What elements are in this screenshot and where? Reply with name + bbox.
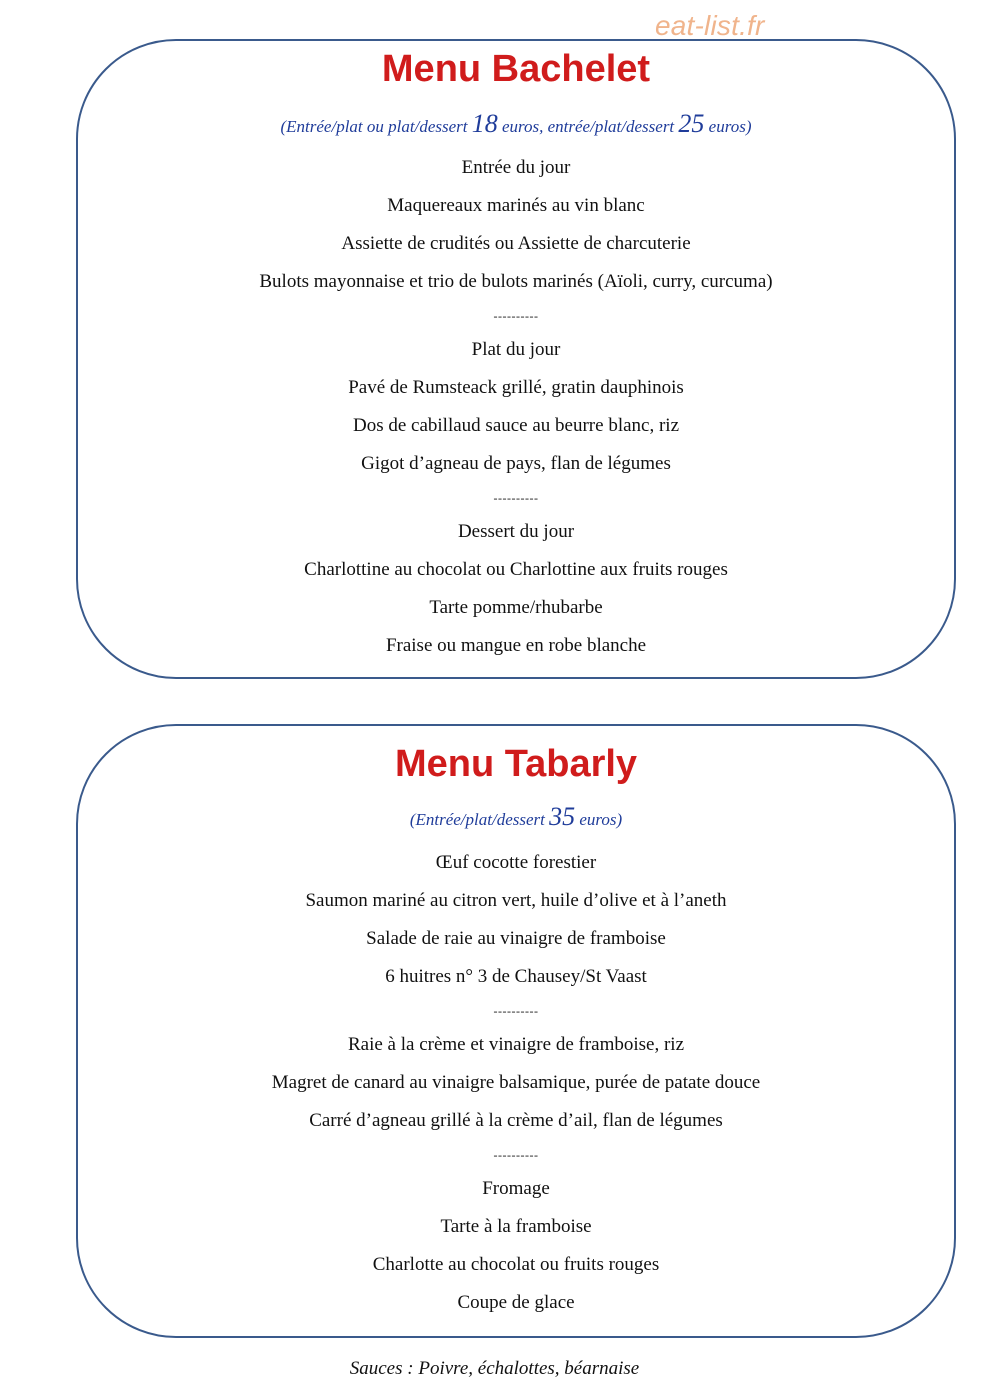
section-separator: ----------	[493, 309, 539, 323]
menu-card-tabarly	[76, 724, 956, 1338]
menu-item: Fraise ou mangue en robe blanche	[385, 635, 647, 656]
menu-item: Pavé de Rumsteack grillé, gratin dauphinois	[348, 377, 684, 398]
price-value: 25	[678, 109, 705, 138]
menu-item: Bulots mayonnaise et trio de bulots marinés (Aïoli, curry, curcuma)	[259, 271, 773, 292]
price-value: 35	[549, 802, 576, 831]
menu-item: Assiette de crudités ou Assiette de charcuterie	[341, 233, 691, 254]
menu-item: Saumon mariné au citron vert, huile d’olive et à l’aneth	[305, 890, 727, 911]
menu-item: Charlottine au chocolat ou Charlottine aux fruits rouges	[304, 559, 728, 580]
menu-item: Fromage	[482, 1178, 550, 1199]
menu-item: Dos de cabillaud sauce au beurre blanc, riz	[352, 415, 679, 436]
sauces-note: Sauces : Poivre, échalottes, béarnaise	[349, 1358, 640, 1379]
price-text: (Entrée/plat ou plat/dessert	[280, 117, 472, 136]
price-line	[78, 109, 954, 142]
menu-item: Tarte pomme/rhubarbe	[429, 597, 603, 618]
menu-item: Raie à la crème et vinaigre de framboise, riz	[347, 1034, 685, 1055]
menu-item: Maquereaux marinés au vin blanc	[387, 195, 645, 216]
menu-item: Magret de canard au vinaigre balsamique, purée de patate douce	[271, 1072, 761, 1093]
price-text: (Entrée/plat/dessert	[409, 810, 550, 829]
menu-item: 6 huitres n° 3 de Chausey/St Vaast	[385, 966, 647, 987]
section-separator: ----------	[493, 491, 539, 505]
menu-items-list	[78, 149, 954, 665]
menu-items-list	[78, 844, 954, 1322]
menu-title: Menu Bachelet	[381, 48, 651, 90]
menu-item: Coupe de glace	[457, 1292, 575, 1313]
menu-item: Salade de raie au vinaigre de framboise	[366, 928, 666, 949]
price-value: 18	[471, 109, 498, 138]
menu-item: Entrée du jour	[461, 157, 571, 178]
watermark-text: eat-list.fr	[655, 10, 765, 41]
price-text: euros)	[704, 117, 752, 136]
menu-title: Menu Tabarly	[394, 743, 638, 785]
menu-item: Œuf cocotte forestier	[435, 852, 597, 873]
section-separator: ----------	[493, 1148, 539, 1162]
menu-item: Tarte à la framboise	[440, 1216, 592, 1237]
menu-item: Plat du jour	[471, 339, 561, 360]
menu-item: Gigot d’agneau de pays, flan de légumes	[361, 453, 671, 474]
menu-card-bachelet	[76, 39, 956, 679]
price-line	[78, 802, 954, 835]
menu-item: Charlotte au chocolat ou fruits rouges	[372, 1254, 660, 1275]
price-text: euros, entrée/plat/dessert	[497, 117, 679, 136]
price-text: euros)	[575, 810, 623, 829]
section-separator: ----------	[493, 1004, 539, 1018]
menu-item: Dessert du jour	[457, 521, 575, 542]
menu-item: Carré d’agneau grillé à la crème d’ail, flan de légumes	[309, 1110, 723, 1131]
